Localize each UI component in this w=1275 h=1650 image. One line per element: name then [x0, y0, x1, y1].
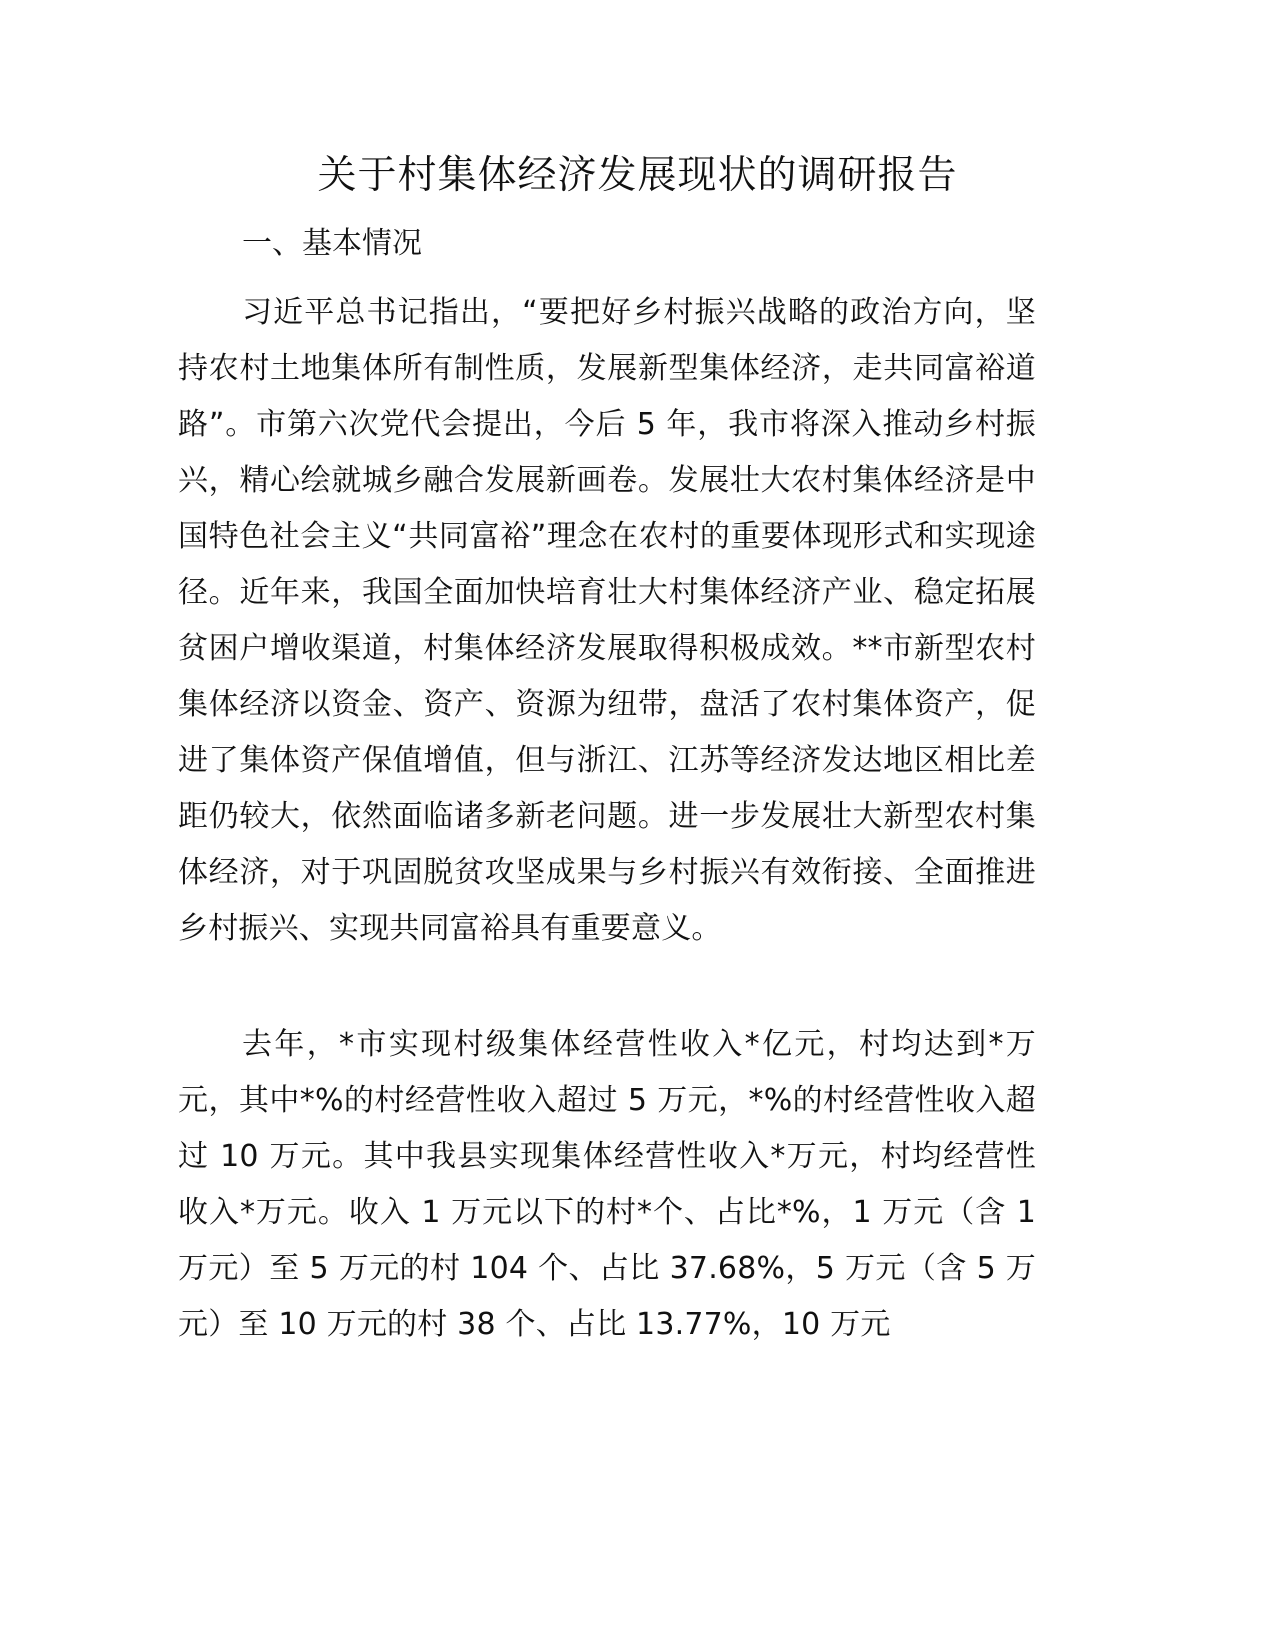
body-paragraph: 去年，*市实现村级集体经营性收入*亿元，村均达到*万元，其中*%的村经营性收入超过 5 万元，*%的村经营性收入超过 10 万元。其中我县实现集体经营性收入*万元，村均经营性收入*万元。收入 1 万元以下的村*个、占比*%，1 万元（含 1 万元）至 5 万元的村 104 个、占比 37.68%，5 万元（含 5 万元）至 10 万元的村 38 个、占比 13.77%，10 万元 [178, 1027, 1036, 1342]
body-paragraph: 习近平总书记指出，“要把好乡村振兴战略的政治方向，坚持农村土地集体所有制性质，发展新型集体经济，走共同富裕道路”。市第六次党代会提出，今后 5 年，我市将深入推动乡村振兴，精心绘就城乡融合发展新画卷。发展壮大农村集体经济是中国特色社会主义“共同富裕”理念在农村的重要体现形式和实现途径。近年来，我国全面加快培育壮大村集体经济产业、稳定拓展贫困户增收渠道，村集体经济发展取得积极成效。**市新型农村集体经济以资金、资产、资源为纽带，盘活了农村集体资产，促进了集体资产保值增值，但与浙江、江苏等经济发达地区相比差距仍较大，依然面临诸多新老问题。进一步发展壮大新型农村集体经济，对于巩固脱贫攻坚成果与乡村振兴有效衔接、全面推进乡村振兴、实现共同富裕具有重要意义。 [178, 295, 1036, 946]
section-heading: 一、基本情况 [242, 226, 422, 261]
document-title: 关于村集体经济发展现状的调研报告 [317, 153, 958, 198]
